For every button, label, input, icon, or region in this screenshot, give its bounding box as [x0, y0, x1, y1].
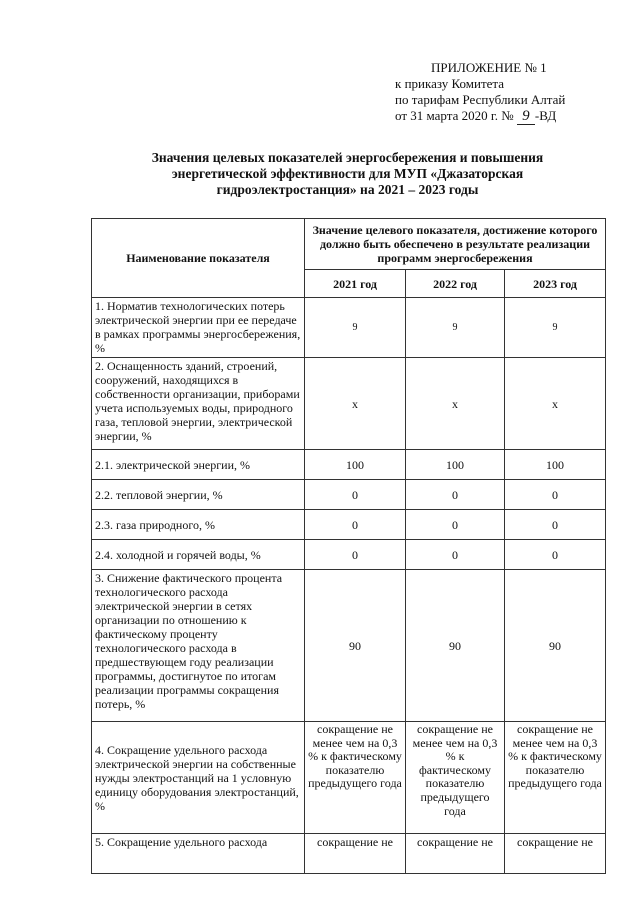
- row-5-value-2022: сокращение не: [406, 834, 505, 874]
- row-1-name: 1. Норматив технологических потерь электрической энергии при ее передаче в рамках программы энергосбережения, %: [92, 298, 305, 358]
- row-1-value-2021: 9: [305, 298, 406, 358]
- row-2-4-value-2021: 0: [305, 540, 406, 570]
- row-2-value-2021: x: [305, 358, 406, 450]
- row-2-4-value-2023: 0: [505, 540, 606, 570]
- row-2-3-name: 2.3. газа природного, %: [92, 510, 305, 540]
- row-2-value-2022: x: [406, 358, 505, 450]
- row-2-4-value-2022: 0: [406, 540, 505, 570]
- row-2-2-value-2021: 0: [305, 480, 406, 510]
- appendix-block: [395, 60, 625, 125]
- appendix-suffix: -ВД: [534, 108, 557, 123]
- row-2-value-2023: x: [505, 358, 606, 450]
- row-2-3-value-2023: 0: [505, 510, 606, 540]
- appendix-date-prefix: от 31 марта 2020 г. №: [395, 108, 514, 123]
- table-row: [92, 358, 606, 450]
- table-row: [92, 722, 606, 834]
- table-row: [92, 570, 606, 722]
- row-2-3-value-2022: 0: [406, 510, 505, 540]
- header-target-value: Значение целевого показателя, достижение которого должно быть обеспечено в результате реализации программ энергосбережения: [305, 219, 606, 270]
- row-4-name: 4. Сокращение удельного расхода электрической энергии на собственные нужды электростанций на 1 условную единицу оборудования электростанций, %: [92, 722, 305, 834]
- row-4-value-2021: сокращение не менее чем на 0,3 % к фактическому показателю предыдущего года: [305, 722, 406, 834]
- document-title: Значения целевых показателей энергосбережения и повышения энергетической эффективности для МУП «Джазаторская гидроэлектростанция» на 2021 – 2023 годы: [151, 150, 544, 197]
- handwritten-order-number: 9: [517, 108, 535, 125]
- row-3-value-2023: 90: [505, 570, 606, 722]
- appendix-line-2: по тарифам Республики Алтай: [395, 92, 566, 107]
- row-3-value-2021: 90: [305, 570, 406, 722]
- row-2-1-name: 2.1. электрической энергии, %: [92, 450, 305, 480]
- table-row: [92, 450, 606, 480]
- appendix-date-line: [395, 108, 625, 125]
- row-2-2-value-2023: 0: [505, 480, 606, 510]
- row-2-4-name: 2.4. холодной и горячей воды, %: [92, 540, 305, 570]
- row-2-3-value-2021: 0: [305, 510, 406, 540]
- row-1-value-2023: 9: [505, 298, 606, 358]
- row-3-name: 3. Снижение фактического процента технологического расхода электрической энергии в сетях организации по отношению к фактическому проценту технологического расхода в предшествующем году реализации программы, достигнутое по итогам реализации программы сокращения потерь, %: [92, 570, 305, 722]
- row-2-2-value-2022: 0: [406, 480, 505, 510]
- row-2-name: 2. Оснащенность зданий, строений, сооружений, находящихся в собственности организации, приборами учета используемых воды, природного газа, тепловой энергии, электрической энергии, %: [92, 358, 305, 450]
- table-row: [92, 834, 606, 874]
- row-5-value-2023: сокращение не: [505, 834, 606, 874]
- row-2-1-value-2023: 100: [505, 450, 606, 480]
- appendix-title: ПРИЛОЖЕНИЕ № 1: [431, 60, 547, 75]
- row-4-value-2023: сокращение не менее чем на 0,3 % к фактическому показателю предыдущего года: [505, 722, 606, 834]
- row-4-value-2022: сокращение не менее чем на 0,3 % к фактическому показателю предыдущего года: [406, 722, 505, 834]
- table-row: [92, 480, 606, 510]
- appendix-line-1: к приказу Комитета: [395, 76, 505, 91]
- table-row: [92, 510, 606, 540]
- table-row: [92, 540, 606, 570]
- header-row: [92, 219, 606, 270]
- row-5-value-2021: сокращение не: [305, 834, 406, 874]
- row-1-value-2022: 9: [406, 298, 505, 358]
- table-row: [92, 298, 606, 358]
- row-2-2-name: 2.2. тепловой энергии, %: [92, 480, 305, 510]
- row-3-value-2022: 90: [406, 570, 505, 722]
- header-year-2021: 2021 год: [305, 270, 406, 298]
- header-year-2022: 2022 год: [406, 270, 505, 298]
- row-5-name: 5. Сокращение удельного расхода: [92, 834, 305, 874]
- row-2-1-value-2021: 100: [305, 450, 406, 480]
- header-indicator-name: Наименование показателя: [92, 219, 305, 298]
- indicators-table: [91, 218, 606, 874]
- header-year-2023: 2023 год: [505, 270, 606, 298]
- row-2-1-value-2022: 100: [406, 450, 505, 480]
